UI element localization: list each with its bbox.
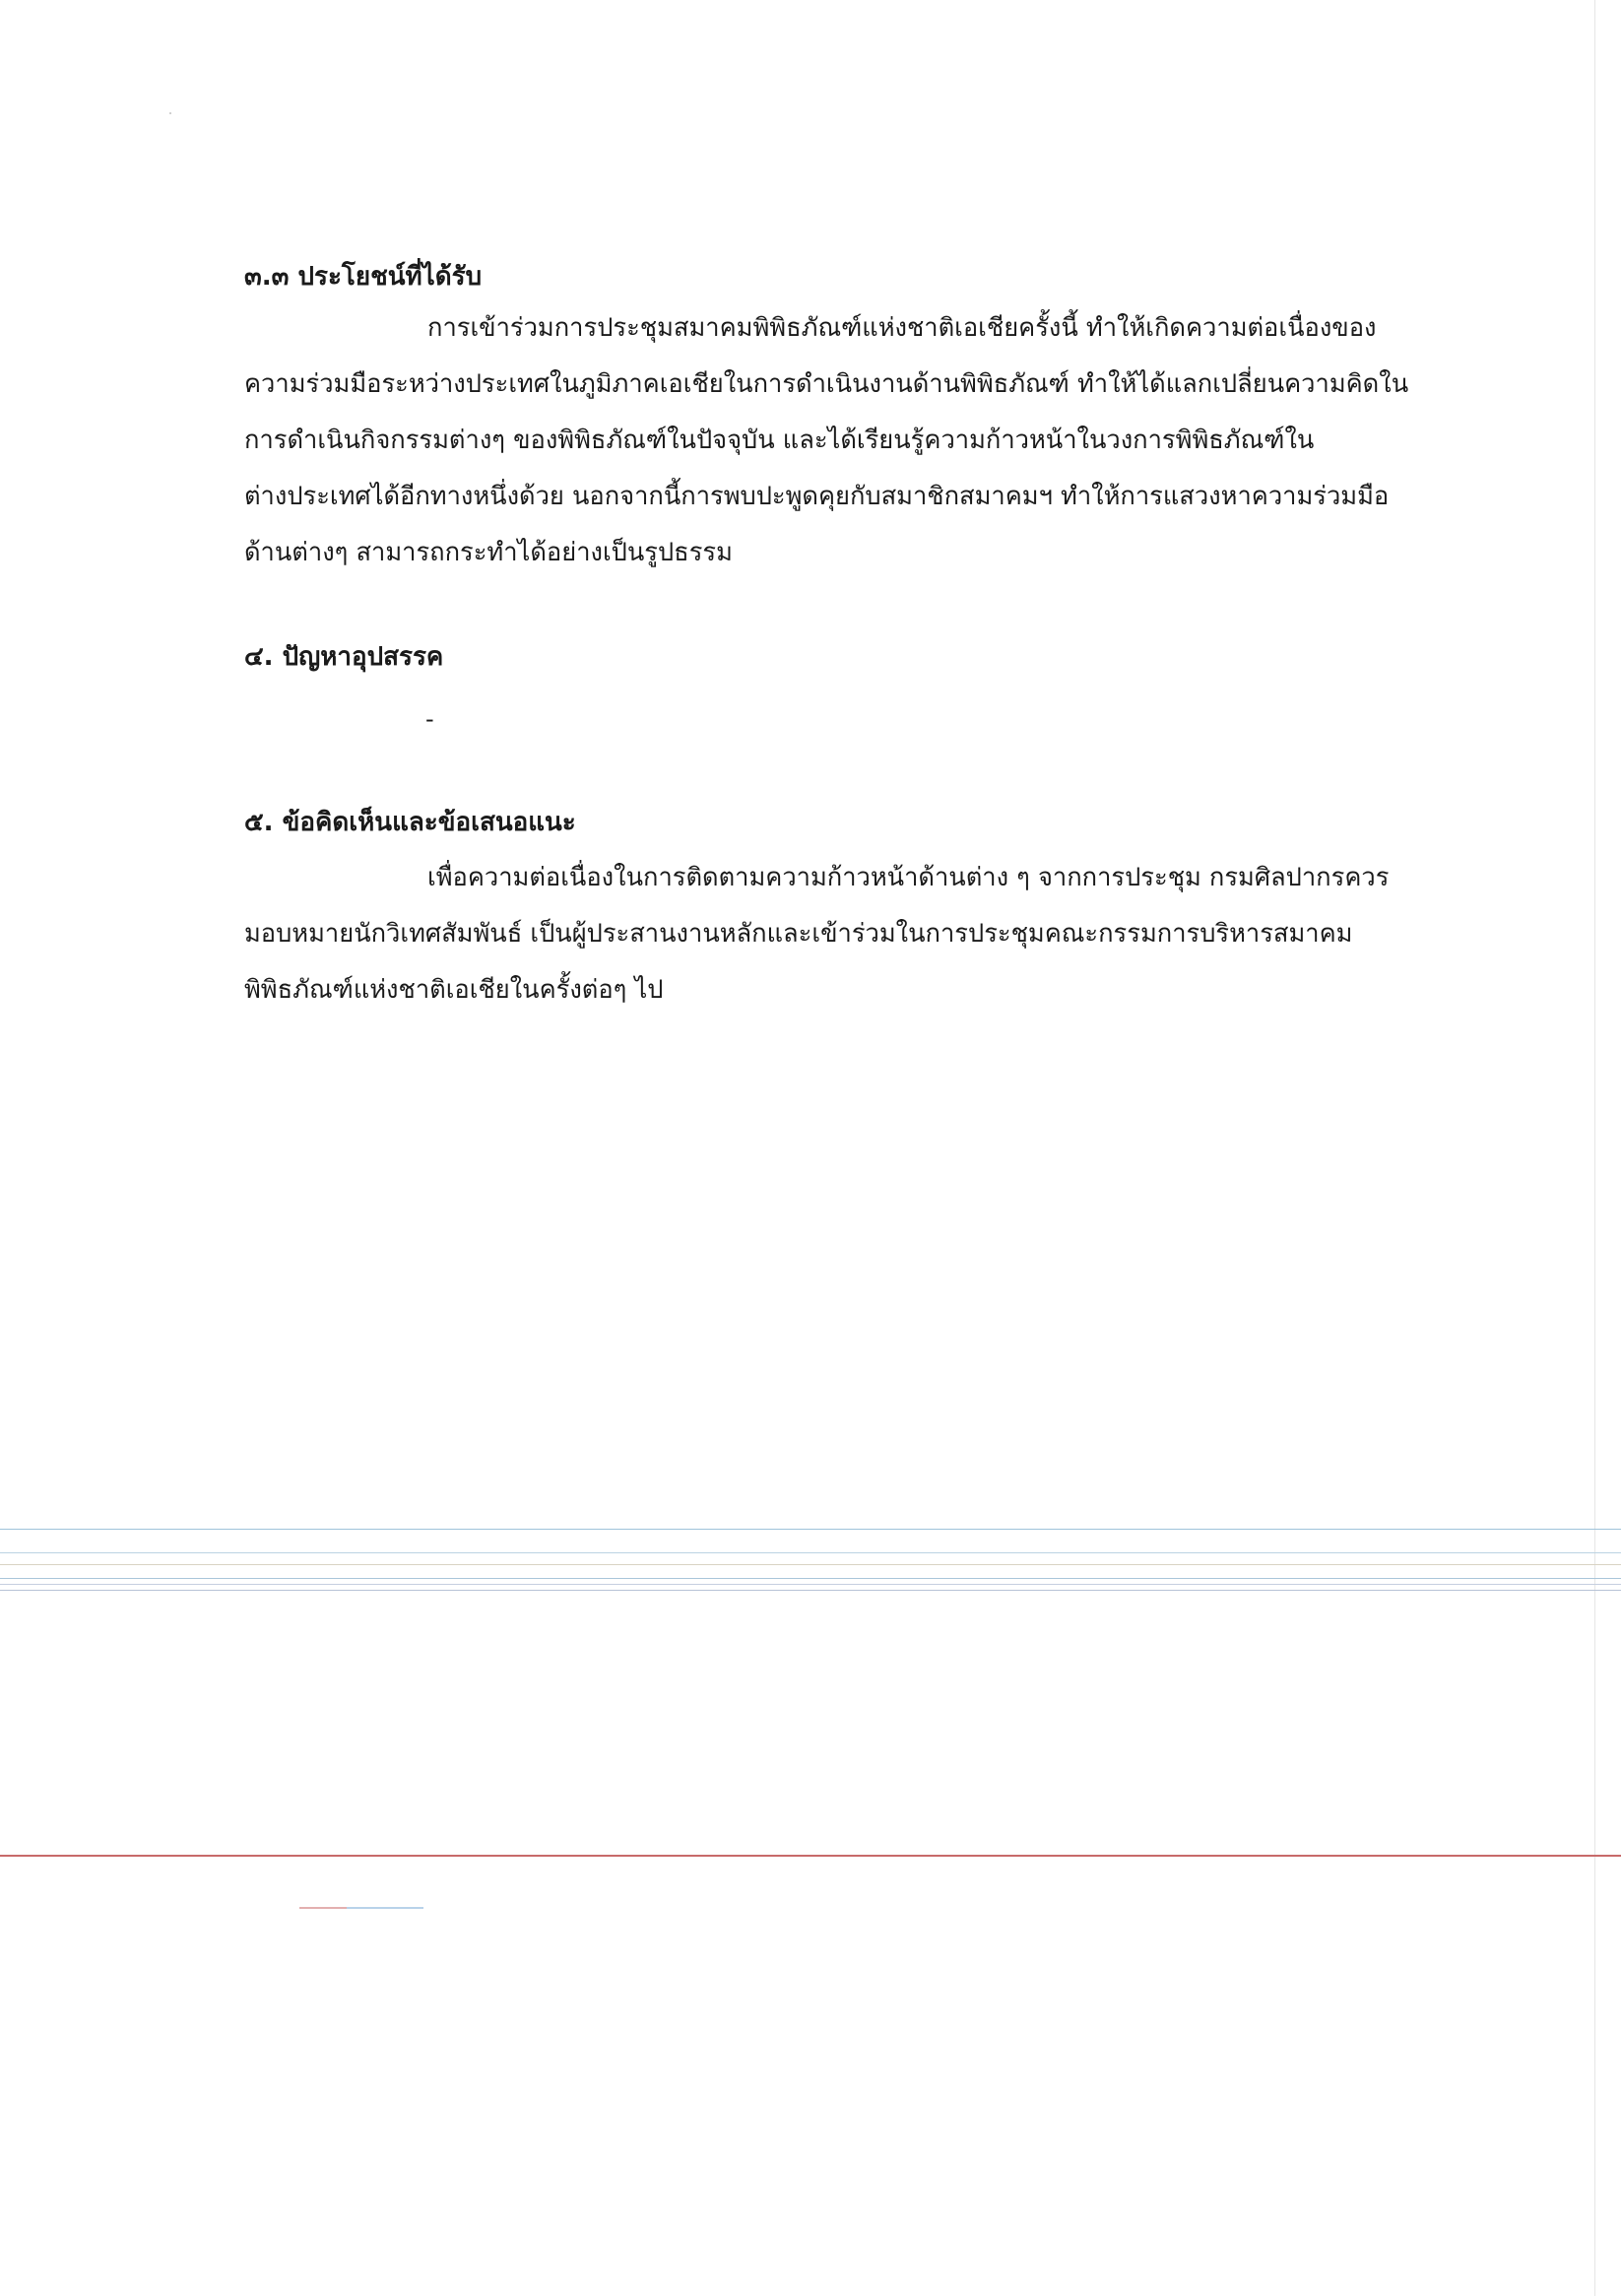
- paragraph-line: พิพิธภัณฑ์แห่งชาติเอเชียในครั้งต่อๆ ไป: [244, 975, 664, 1005]
- paragraph-line: ด้านต่างๆ สามารถกระทำได้อย่างเป็นรูปธรรม: [244, 538, 733, 567]
- scan-artifact-mark: [299, 1907, 347, 1909]
- section-5-heading: ๕. ข้อคิดเห็นและข้อเสนอแนะ: [244, 808, 576, 837]
- paragraph-line: ต่างประเทศได้อีกทางหนึ่งด้วย นอกจากนี้การพบปะพูดคุยกับสมาชิกสมาคมฯ ทำให้การแสวงหาความร่วมมือ: [244, 482, 1390, 511]
- scan-artifact-line: [0, 1590, 1621, 1591]
- scan-speck: [169, 112, 171, 114]
- scan-artifact-line: [0, 1564, 1621, 1565]
- section-3-3-paragraph: [244, 300, 1409, 581]
- scan-artifact-mark: [347, 1907, 423, 1909]
- paragraph-line: การดำเนินกิจกรรมต่างๆ ของพิพิธภัณฑ์ในปัจจุบัน และได้เรียนรู้ความก้าวหน้าในวงการพิพิธภัณฑ์ใน: [244, 426, 1315, 455]
- scan-artifact-line: [0, 1529, 1621, 1530]
- paragraph-line: การเข้าร่วมการประชุมสมาคมพิพิธภัณฑ์แห่งชาติเอเชียครั้งนี้ ทำให้เกิดความต่อเนื่องของ: [427, 313, 1377, 343]
- section-4-content: -: [425, 705, 434, 733]
- paragraph-line: เพื่อความต่อเนื่องในการติดตามความก้าวหน้าด้านต่าง ๆ จากการประชุม กรมศิลปากรควร: [427, 863, 1390, 892]
- scan-artifact-line: [0, 1578, 1621, 1579]
- page-edge: [1594, 0, 1595, 2296]
- scan-artifact-line: [0, 1855, 1621, 1857]
- section-5-paragraph: [244, 850, 1390, 1018]
- section-3-3-heading: ๓.๓ ประโยชน์ที่ได้รับ: [244, 262, 483, 292]
- scan-artifact-line: [0, 1584, 1621, 1585]
- paragraph-line: ความร่วมมือระหว่างประเทศในภูมิภาคเอเชียในการดำเนินงานด้านพิพิธภัณฑ์ ทำให้ได้แลกเปลี่ยนความคิดใน: [244, 369, 1409, 399]
- section-4-heading: ๔. ปัญหาอุปสรรค: [244, 642, 444, 672]
- paragraph-line: มอบหมายนักวิเทศสัมพันธ์ เป็นผู้ประสานงานหลักและเข้าร่วมในการประชุมคณะกรรมการบริหารสมาคม: [244, 919, 1353, 949]
- scan-artifact-line: [0, 1552, 1621, 1553]
